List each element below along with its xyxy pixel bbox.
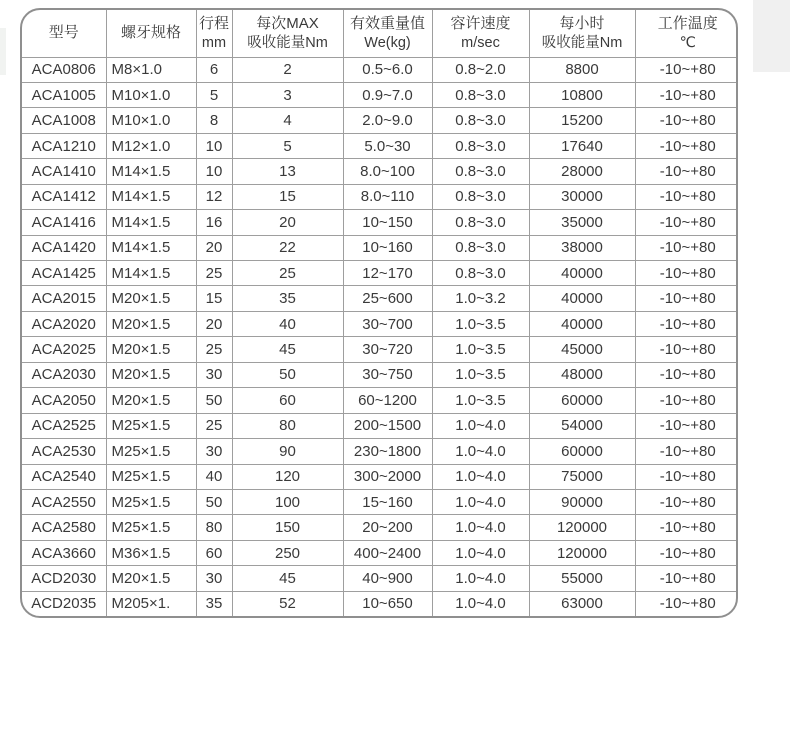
cell-temperature: -10~+80 — [635, 235, 738, 260]
col-header-effective-weight — [343, 10, 432, 57]
cell-hourly-energy: 120000 — [529, 515, 635, 540]
table-row — [22, 388, 738, 413]
cell-allowed-speed: 1.0~3.5 — [432, 362, 529, 387]
cell-allowed-speed: 1.0~4.0 — [432, 464, 529, 489]
table-row — [22, 133, 738, 158]
cell-hourly-energy: 60000 — [529, 388, 635, 413]
cell-allowed-speed: 1.0~4.0 — [432, 439, 529, 464]
cell-thread-spec: M20×1.5 — [106, 311, 196, 336]
col-header-model — [22, 10, 106, 57]
cell-stroke: 10 — [196, 159, 232, 184]
table-row — [22, 235, 738, 260]
cell-temperature: -10~+80 — [635, 133, 738, 158]
cell-effective-weight: 8.0~110 — [343, 184, 432, 209]
cell-thread-spec: M20×1.5 — [106, 337, 196, 362]
cell-hourly-energy: 45000 — [529, 337, 635, 362]
table-row — [22, 489, 738, 514]
cell-hourly-energy: 8800 — [529, 57, 635, 82]
spec-table-frame — [20, 8, 738, 618]
cell-hourly-energy: 54000 — [529, 413, 635, 438]
col-header-max-energy-line2: 吸收能量Nm — [247, 34, 328, 51]
cell-model: ACA1420 — [22, 235, 106, 260]
cell-thread-spec: M14×1.5 — [106, 235, 196, 260]
cell-hourly-energy: 10800 — [529, 82, 635, 107]
cell-allowed-speed: 1.0~3.5 — [432, 337, 529, 362]
cell-model: ACA2525 — [22, 413, 106, 438]
col-header-thread-spec — [106, 10, 196, 57]
cell-max-energy: 52 — [232, 591, 343, 616]
cell-model: ACA2540 — [22, 464, 106, 489]
cell-effective-weight: 0.9~7.0 — [343, 82, 432, 107]
cell-stroke: 80 — [196, 515, 232, 540]
cell-thread-spec: M14×1.5 — [106, 210, 196, 235]
cell-max-energy: 50 — [232, 362, 343, 387]
cell-stroke: 16 — [196, 210, 232, 235]
cell-model: ACA2050 — [22, 388, 106, 413]
cell-hourly-energy: 40000 — [529, 286, 635, 311]
cell-max-energy: 13 — [232, 159, 343, 184]
table-row — [22, 261, 738, 286]
cell-effective-weight: 10~150 — [343, 210, 432, 235]
cell-hourly-energy: 40000 — [529, 311, 635, 336]
cell-stroke: 25 — [196, 413, 232, 438]
col-header-stroke-line1: 行程 — [198, 14, 229, 32]
header-row — [22, 10, 738, 57]
spec-table-body — [22, 57, 738, 616]
cell-stroke: 20 — [196, 311, 232, 336]
table-row — [22, 311, 738, 336]
cell-hourly-energy: 55000 — [529, 566, 635, 591]
cell-stroke: 30 — [196, 362, 232, 387]
cell-effective-weight: 12~170 — [343, 261, 432, 286]
cell-hourly-energy: 28000 — [529, 159, 635, 184]
cell-model: ACA1008 — [22, 108, 106, 133]
cell-max-energy: 20 — [232, 210, 343, 235]
cell-stroke: 30 — [196, 566, 232, 591]
table-row — [22, 337, 738, 362]
table-row — [22, 57, 738, 82]
table-row — [22, 82, 738, 107]
table-row — [22, 286, 738, 311]
cell-thread-spec: M25×1.5 — [106, 464, 196, 489]
cell-hourly-energy: 90000 — [529, 489, 635, 514]
col-header-thread-spec-line1: 螺牙规格 — [120, 23, 181, 41]
cell-thread-spec: M25×1.5 — [106, 489, 196, 514]
col-header-model-line1: 型号 — [48, 23, 79, 41]
cell-stroke: 35 — [196, 591, 232, 616]
cell-hourly-energy: 17640 — [529, 133, 635, 158]
cell-thread-spec: M20×1.5 — [106, 388, 196, 413]
cell-temperature: -10~+80 — [635, 515, 738, 540]
cell-model: ACA2015 — [22, 286, 106, 311]
col-header-max-energy-line1: 每次MAX — [256, 14, 319, 32]
cell-model: ACA2530 — [22, 439, 106, 464]
cell-stroke: 5 — [196, 82, 232, 107]
cell-allowed-speed: 0.8~3.0 — [432, 108, 529, 133]
cell-max-energy: 5 — [232, 133, 343, 158]
cell-hourly-energy: 60000 — [529, 439, 635, 464]
cell-allowed-speed: 1.0~4.0 — [432, 515, 529, 540]
cell-thread-spec: M20×1.5 — [106, 286, 196, 311]
cell-effective-weight: 60~1200 — [343, 388, 432, 413]
col-header-temperature-line2: ℃ — [679, 34, 696, 51]
cell-thread-spec: M205×1. — [106, 591, 196, 616]
cell-effective-weight: 30~750 — [343, 362, 432, 387]
cell-allowed-speed: 0.8~3.0 — [432, 159, 529, 184]
cell-temperature: -10~+80 — [635, 159, 738, 184]
cell-hourly-energy: 63000 — [529, 591, 635, 616]
cell-temperature: -10~+80 — [635, 439, 738, 464]
cell-temperature: -10~+80 — [635, 540, 738, 565]
col-header-hourly-energy-line1: 每小时 — [559, 14, 605, 32]
cell-allowed-speed: 1.0~4.0 — [432, 566, 529, 591]
cell-max-energy: 80 — [232, 413, 343, 438]
cell-allowed-speed: 1.0~4.0 — [432, 540, 529, 565]
cell-temperature: -10~+80 — [635, 388, 738, 413]
cell-max-energy: 150 — [232, 515, 343, 540]
cell-effective-weight: 8.0~100 — [343, 159, 432, 184]
cell-model: ACA2580 — [22, 515, 106, 540]
cell-stroke: 50 — [196, 388, 232, 413]
cell-effective-weight: 15~160 — [343, 489, 432, 514]
cell-effective-weight: 20~200 — [343, 515, 432, 540]
cell-max-energy: 45 — [232, 337, 343, 362]
cell-hourly-energy: 120000 — [529, 540, 635, 565]
cell-thread-spec: M25×1.5 — [106, 413, 196, 438]
col-header-allowed-speed — [432, 10, 529, 57]
cell-model: ACA1416 — [22, 210, 106, 235]
cell-thread-spec: M10×1.0 — [106, 82, 196, 107]
cell-stroke: 25 — [196, 261, 232, 286]
col-header-effective-weight-line2: We(kg) — [364, 34, 411, 51]
cell-model: ACA1210 — [22, 133, 106, 158]
cell-max-energy: 35 — [232, 286, 343, 311]
cell-allowed-speed: 0.8~3.0 — [432, 133, 529, 158]
background-panel-fragment — [753, 0, 790, 72]
cell-allowed-speed: 0.8~3.0 — [432, 235, 529, 260]
cell-model: ACA1410 — [22, 159, 106, 184]
cell-allowed-speed: 0.8~3.0 — [432, 184, 529, 209]
cell-thread-spec: M36×1.5 — [106, 540, 196, 565]
cell-thread-spec: M12×1.0 — [106, 133, 196, 158]
cell-thread-spec: M25×1.5 — [106, 515, 196, 540]
cell-model: ACA0806 — [22, 57, 106, 82]
cell-temperature: -10~+80 — [635, 464, 738, 489]
table-row — [22, 591, 738, 616]
cell-stroke: 40 — [196, 464, 232, 489]
table-row — [22, 464, 738, 489]
cell-effective-weight: 30~720 — [343, 337, 432, 362]
cell-temperature: -10~+80 — [635, 337, 738, 362]
cell-temperature: -10~+80 — [635, 311, 738, 336]
cell-thread-spec: M20×1.5 — [106, 362, 196, 387]
cell-stroke: 30 — [196, 439, 232, 464]
cell-stroke: 20 — [196, 235, 232, 260]
cell-temperature: -10~+80 — [635, 261, 738, 286]
cell-hourly-energy: 15200 — [529, 108, 635, 133]
col-header-max-energy — [232, 10, 343, 57]
cell-thread-spec: M25×1.5 — [106, 439, 196, 464]
table-row — [22, 362, 738, 387]
cell-max-energy: 25 — [232, 261, 343, 286]
col-header-effective-weight-line1: 有效重量值 — [349, 14, 425, 32]
table-row — [22, 566, 738, 591]
cell-stroke: 10 — [196, 133, 232, 158]
cell-model: ACA3660 — [22, 540, 106, 565]
cell-max-energy: 15 — [232, 184, 343, 209]
cell-thread-spec: M14×1.5 — [106, 184, 196, 209]
table-row — [22, 159, 738, 184]
col-header-temperature — [635, 10, 738, 57]
cell-hourly-energy: 75000 — [529, 464, 635, 489]
cell-effective-weight: 30~700 — [343, 311, 432, 336]
cell-stroke: 6 — [196, 57, 232, 82]
col-header-stroke-line2: mm — [201, 34, 227, 51]
cell-max-energy: 4 — [232, 108, 343, 133]
cell-stroke: 15 — [196, 286, 232, 311]
col-header-stroke — [196, 10, 232, 57]
cell-hourly-energy: 48000 — [529, 362, 635, 387]
cell-temperature: -10~+80 — [635, 413, 738, 438]
cell-effective-weight: 0.5~6.0 — [343, 57, 432, 82]
cell-hourly-energy: 38000 — [529, 235, 635, 260]
cell-temperature: -10~+80 — [635, 57, 738, 82]
cell-thread-spec: M14×1.5 — [106, 159, 196, 184]
table-row — [22, 540, 738, 565]
table-row — [22, 515, 738, 540]
cell-model: ACA2020 — [22, 311, 106, 336]
cell-temperature: -10~+80 — [635, 489, 738, 514]
cell-temperature: -10~+80 — [635, 210, 738, 235]
cell-effective-weight: 2.0~9.0 — [343, 108, 432, 133]
cell-allowed-speed: 0.8~3.0 — [432, 210, 529, 235]
cell-allowed-speed: 1.0~4.0 — [432, 489, 529, 514]
cell-thread-spec: M10×1.0 — [106, 108, 196, 133]
cell-effective-weight: 200~1500 — [343, 413, 432, 438]
col-header-allowed-speed-line2: m/sec — [461, 34, 500, 51]
cell-max-energy: 3 — [232, 82, 343, 107]
cell-allowed-speed: 0.8~3.0 — [432, 261, 529, 286]
left-edge-strip — [0, 28, 6, 75]
cell-max-energy: 2 — [232, 57, 343, 82]
cell-thread-spec: M14×1.5 — [106, 261, 196, 286]
cell-effective-weight: 400~2400 — [343, 540, 432, 565]
cell-allowed-speed: 0.8~2.0 — [432, 57, 529, 82]
cell-max-energy: 45 — [232, 566, 343, 591]
cell-effective-weight: 230~1800 — [343, 439, 432, 464]
cell-stroke: 25 — [196, 337, 232, 362]
cell-temperature: -10~+80 — [659, 595, 716, 613]
table-row — [22, 108, 738, 133]
cell-stroke: 60 — [196, 540, 232, 565]
cell-temperature: -10~+80 — [635, 108, 738, 133]
cell-max-energy: 120 — [232, 464, 343, 489]
cell-stroke: 8 — [196, 108, 232, 133]
spec-table — [22, 10, 738, 616]
table-row — [22, 184, 738, 209]
cell-allowed-speed: 1.0~3.5 — [432, 388, 529, 413]
cell-thread-spec: M20×1.5 — [106, 566, 196, 591]
col-header-hourly-energy — [529, 10, 635, 57]
cell-effective-weight: 10~650 — [343, 591, 432, 616]
cell-temperature: -10~+80 — [635, 184, 738, 209]
cell-temperature: -10~+80 — [635, 566, 738, 591]
cell-hourly-energy: 30000 — [529, 184, 635, 209]
cell-max-energy: 100 — [232, 489, 343, 514]
cell-max-energy: 250 — [232, 540, 343, 565]
cell-max-energy: 90 — [232, 439, 343, 464]
table-row — [22, 210, 738, 235]
cell-effective-weight: 300~2000 — [343, 464, 432, 489]
cell-allowed-speed: 0.8~3.0 — [432, 82, 529, 107]
col-header-allowed-speed-line1: 容许速度 — [450, 14, 511, 32]
cell-hourly-energy: 35000 — [529, 210, 635, 235]
cell-thread-spec: M8×1.0 — [106, 57, 196, 82]
cell-model: ACA2030 — [22, 362, 106, 387]
cell-allowed-speed: 1.0~3.2 — [432, 286, 529, 311]
cell-allowed-speed: 1.0~3.5 — [432, 311, 529, 336]
table-row — [22, 413, 738, 438]
cell-effective-weight: 40~900 — [343, 566, 432, 591]
cell-stroke: 12 — [196, 184, 232, 209]
cell-effective-weight: 5.0~30 — [343, 133, 432, 158]
cell-allowed-speed: 1.0~4.0 — [432, 591, 529, 616]
cell-max-energy: 40 — [232, 311, 343, 336]
cell-stroke: 50 — [196, 489, 232, 514]
cell-model: ACA1412 — [22, 184, 106, 209]
cell-effective-weight: 25~600 — [343, 286, 432, 311]
cell-model: ACA2550 — [22, 489, 106, 514]
cell-temperature: -10~+80 — [635, 286, 738, 311]
cell-model: ACD2035 — [22, 591, 106, 616]
cell-temperature: -10~+80 — [635, 362, 738, 387]
cell-max-energy: 22 — [232, 235, 343, 260]
cell-allowed-speed: 1.0~4.0 — [432, 413, 529, 438]
col-header-hourly-energy-line2: 吸收能量Nm — [541, 34, 623, 51]
spec-table-head — [22, 10, 738, 57]
cell-temperature: -10~+80 — [635, 82, 738, 107]
cell-hourly-energy: 40000 — [529, 261, 635, 286]
cell-model: ACA1005 — [22, 82, 106, 107]
col-header-temperature-line1: 工作温度 — [657, 14, 718, 32]
table-row — [22, 439, 738, 464]
cell-model: ACD2030 — [22, 566, 106, 591]
cell-model: ACA1425 — [22, 261, 106, 286]
cell-max-energy: 60 — [232, 388, 343, 413]
cell-model: ACA2025 — [22, 337, 106, 362]
cell-effective-weight: 10~160 — [343, 235, 432, 260]
